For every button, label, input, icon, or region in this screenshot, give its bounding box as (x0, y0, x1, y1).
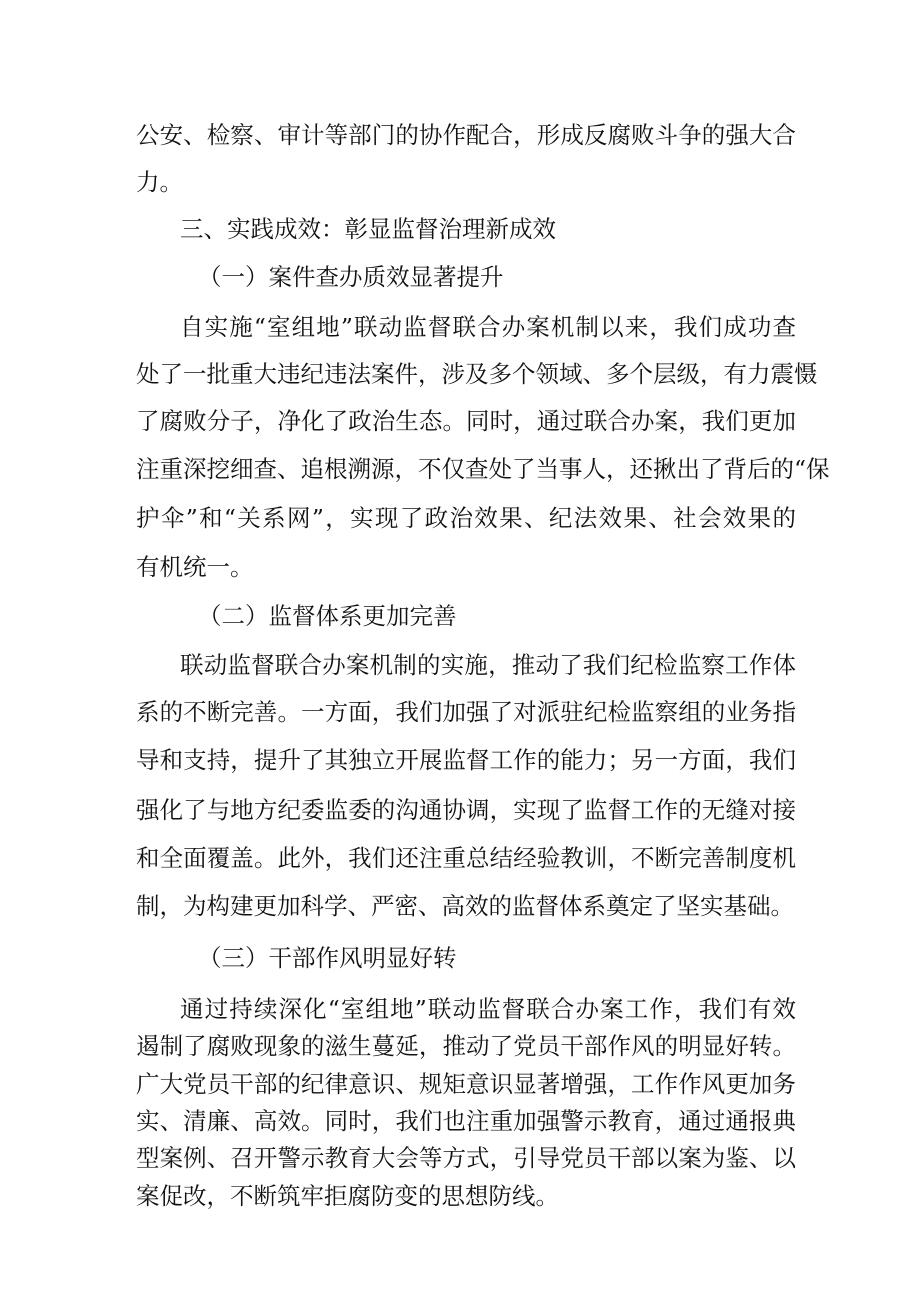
paragraph-line: 有机统一。 (136, 553, 254, 581)
paragraph-line: 护伞”和“关系网”，实现了政治效果、纪法效果、社会效果的 (136, 504, 796, 532)
section-heading: 三、实践成效：彰显监督治理新成效 (180, 215, 556, 243)
paragraph-line: 了腐败分子，净化了政治生态。同时，通过联合办案，我们更加 (136, 407, 796, 435)
paragraph-line: 型案例、召开警示教育大会等方式，引导党员干部以案为鉴、以 (136, 1144, 796, 1172)
paragraph-line: 导和支持，提升了其独立开展监督工作的能力；另一方面，我们 (136, 746, 796, 774)
subsection-heading: （三）干部作风明显好转 (198, 944, 457, 972)
paragraph-line: 系的不断完善。一方面，我们加强了对派驻纪检监察组的业务指 (136, 698, 796, 726)
paragraph-line: 处了一批重大违纪违法案件，涉及多个领域、多个层级，有力震慑 (136, 360, 818, 388)
paragraph-line: 实、清廉、高效。同时，我们也注重加强警示教育，通过通报典 (136, 1107, 796, 1135)
paragraph-line: 和全面覆盖。此外，我们还注重总结经验教训，不断完善制度机 (136, 844, 796, 872)
paragraph-line: 制，为构建更加科学、严密、高效的监督体系奠定了坚实基础。 (136, 892, 794, 920)
paragraph-line: 联动监督联合办案机制的实施，推动了我们纪检监察工作体 (180, 651, 796, 679)
paragraph-line: 强化了与地方纪委监委的沟通协调，实现了监督工作的无缝对接 (136, 796, 796, 824)
paragraph-line: 遏制了腐败现象的滋生蔓延，推动了党员干部作风的明显好转。 (136, 1032, 796, 1060)
paragraph-line: 广大党员干部的纪律意识、规矩意识显著增强，工作作风更加务 (136, 1070, 796, 1098)
paragraph-line: 案促改，不断筑牢拒腐防变的思想防线。 (136, 1182, 559, 1210)
subsection-heading: （二）监督体系更加完善 (198, 602, 457, 630)
paragraph-line: 力。 (136, 168, 183, 196)
paragraph-line: 通过持续深化“室组地”联动监督联合办案工作，我们有效 (180, 995, 796, 1023)
subsection-heading: （一）案件查办质效显著提升 (198, 263, 504, 291)
paragraph-line: 公安、检察、审计等部门的协作配合，形成反腐败斗争的强大合 (136, 121, 796, 149)
paragraph-line: 注重深挖细查、追根溯源，不仅查处了当事人，还揪出了背后的“保 (136, 455, 830, 483)
paragraph-line: 自实施“室组地”联动监督联合办案机制以来，我们成功查 (180, 313, 796, 341)
